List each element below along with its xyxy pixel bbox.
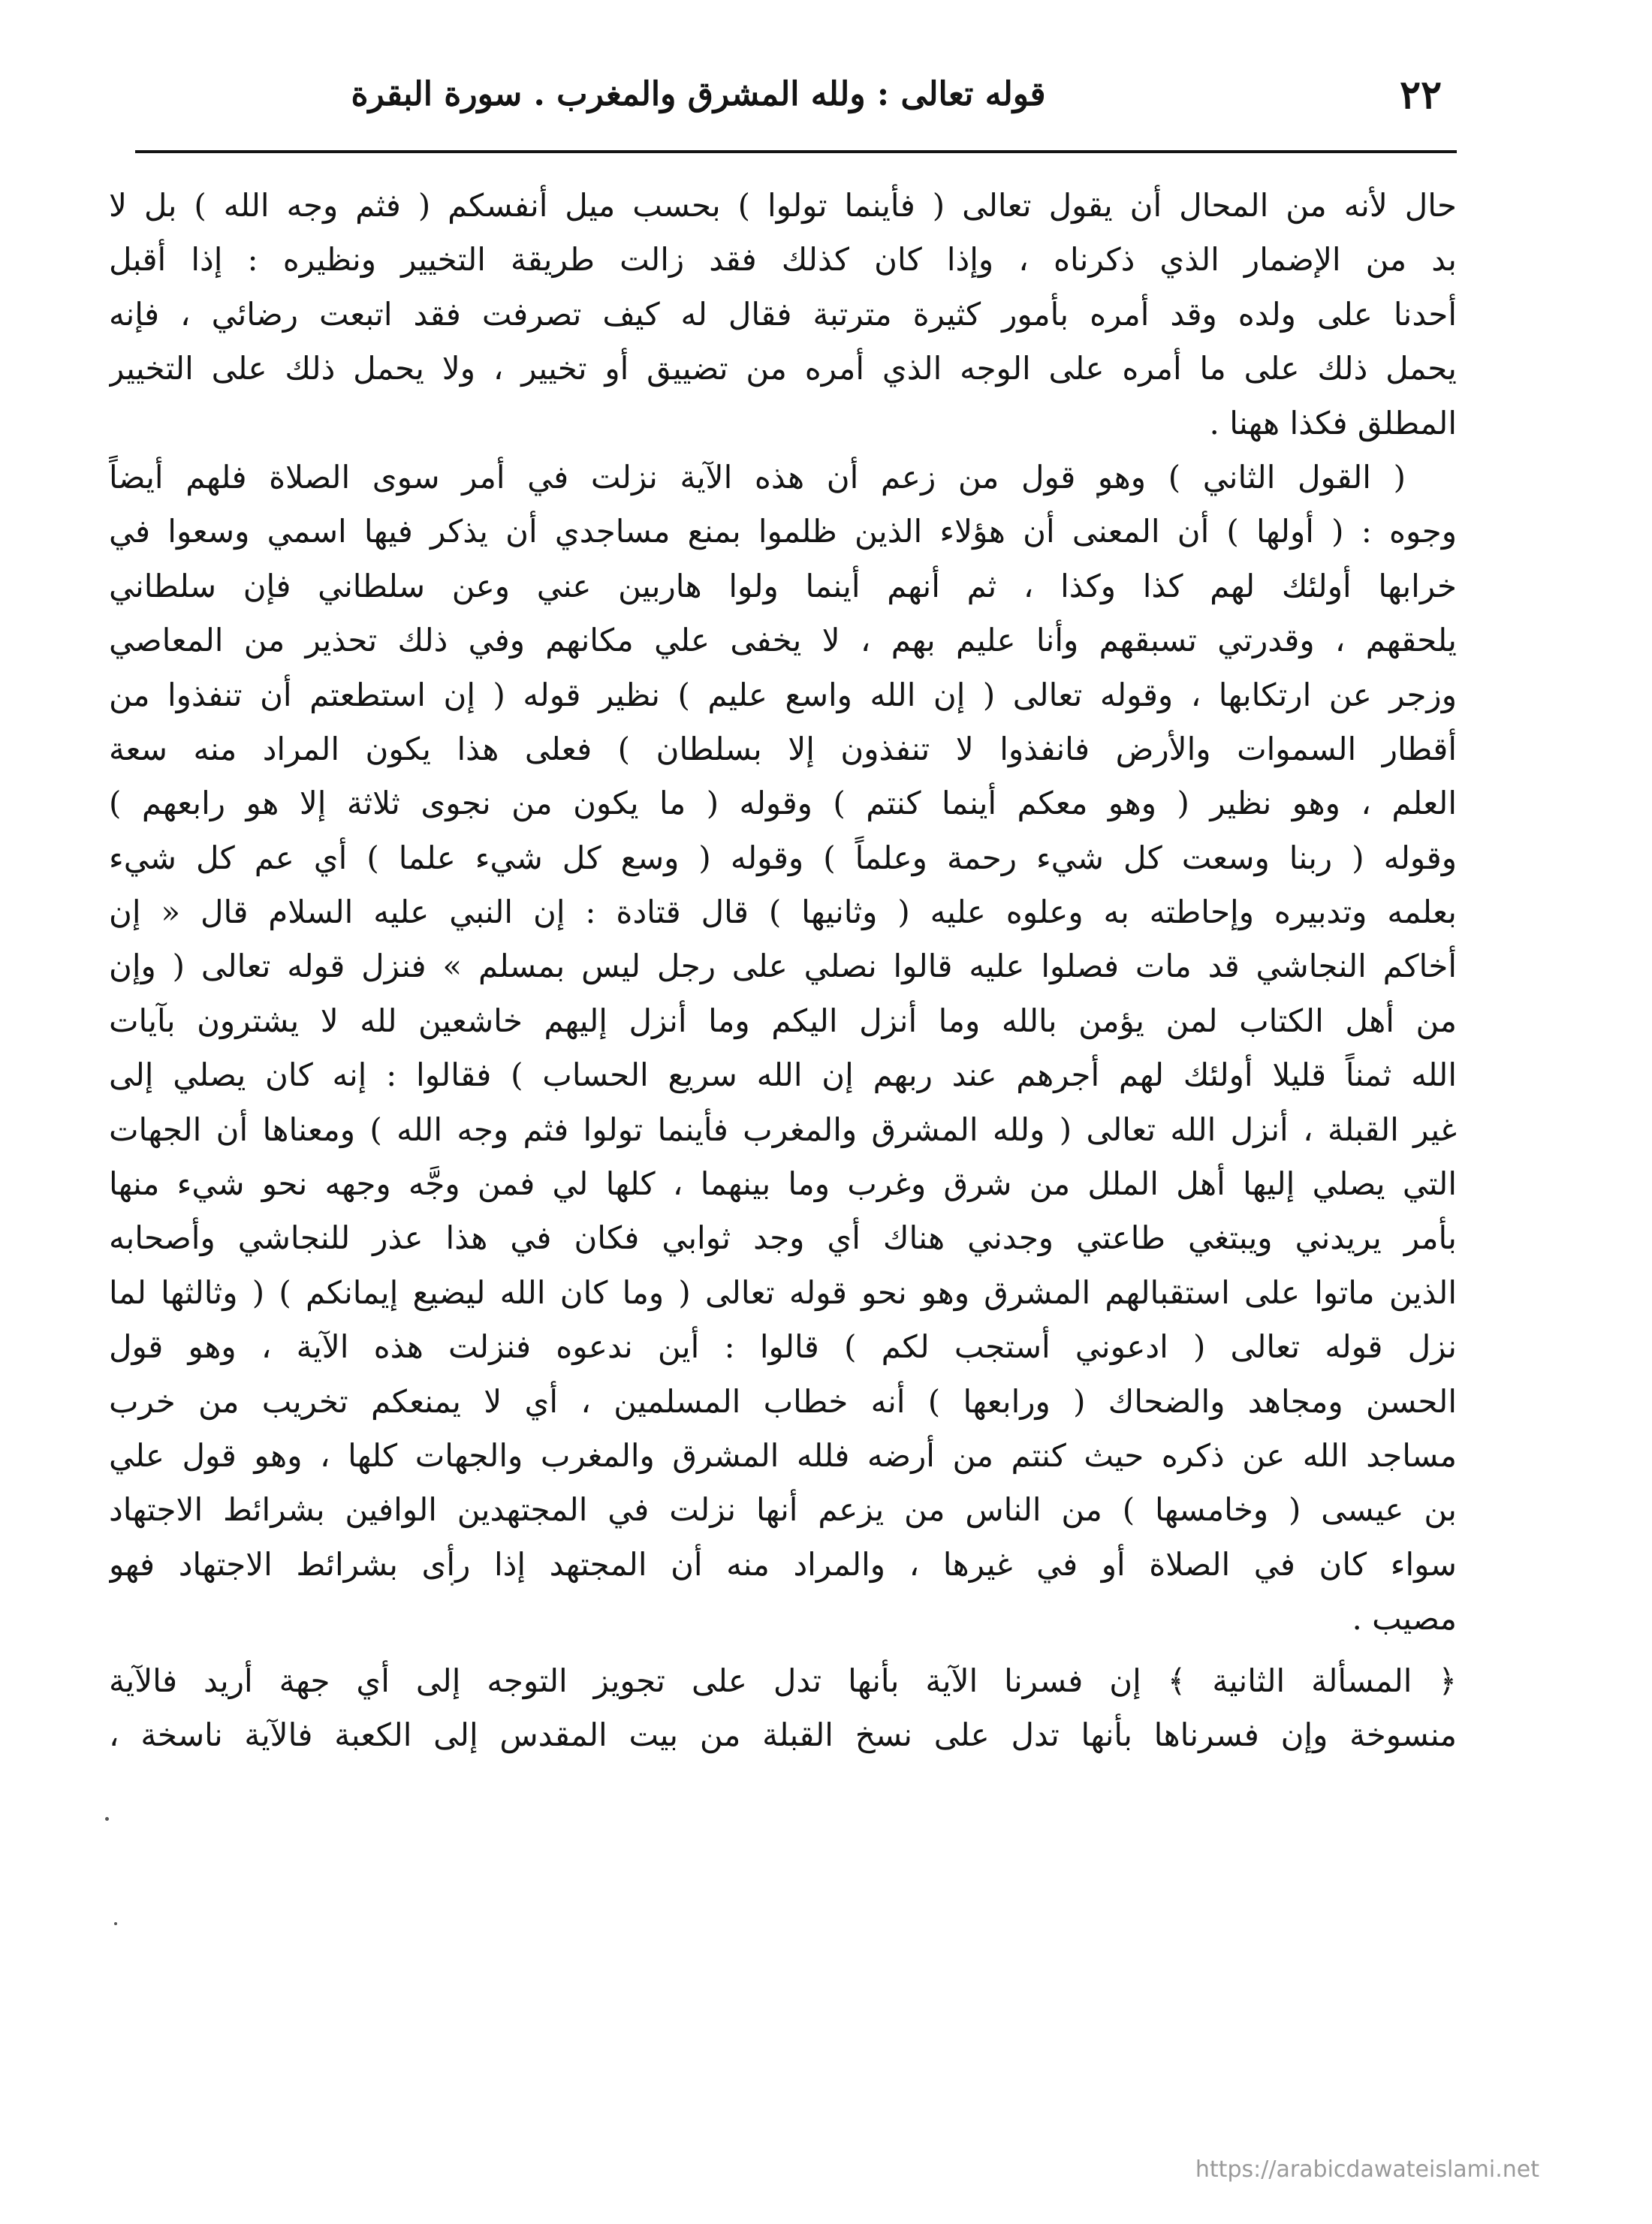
text-line: التي يصلي إليها أهل الملل من شرق وغرب وما بينهما ، كلها لي فمن وجَّه وجهه نحو شيء منها xyxy=(109,1165,1457,1203)
text-line: ( القول الثاني ) وهو قول من زعم أن هذه الآية نزلت في أمر سوى الصلاة فلهم أيضاً xyxy=(109,458,1406,496)
scan-speck xyxy=(105,1817,109,1821)
text-line: الذين ماتوا على استقبالهم المشرق وهو نحو قوله تعالى ( وما كان الله ليضيع إيمانكم ) ( وثالثها لما xyxy=(109,1273,1457,1311)
text-line: بعلمه وتدبيره وإحاطته به وعلوه عليه ( وثانيها ) قال قتادة : إن النبي عليه السلام قال « إن xyxy=(109,894,1457,931)
running-title: قوله تعالى : ولله المشرق والمغرب . سورة البقرة xyxy=(351,75,1046,113)
text-line: وجوه : ( أولها ) أن المعنى أن هؤلاء الذين ظلموا بمنع مساجدي أن يذكر فيها اسمي وسعوا في xyxy=(109,513,1457,550)
text-line: مساجد الله عن ذكره حيث كنتم من أرضه فلله المشرق والمغرب والجهات كلها ، وهو قول علي xyxy=(109,1436,1457,1474)
header-divider xyxy=(135,150,1457,153)
text-line: وقوله ( ربنا وسعت كل شيء رحمة وعلماً ) وقوله ( وسع كل شيء علما ) أي عم كل شيء xyxy=(109,839,1457,876)
text-line: أحدنا على ولده وقد أمره بأمور كثيرة مترتبة فقال له كيف تصرفت فقد اتبعت رضائي ، فإنه xyxy=(109,295,1457,333)
text-line: يحمل ذلك على ما أمره على الوجه الذي أمره من تضييق أو تخيير ، ولا يحمل ذلك على التخيير xyxy=(109,350,1457,387)
text-line: المطلق فكذا ههنا . xyxy=(1209,404,1457,441)
body-text xyxy=(109,179,1457,1762)
text-line: وزجر عن ارتكابها ، وقوله تعالى ( إن الله واسع عليم ) نظير قوله ( إن استطعتم أن تنفذوا من xyxy=(109,676,1457,713)
text-line: نزل قوله تعالى ( ادعوني أستجب لكم ) قالوا : أين ندعوه فنزلت هذه الآية ، وهو قول xyxy=(109,1328,1457,1366)
scan-speck xyxy=(114,1922,117,1925)
text-line: العلم ، وهو نظير ( وهو معكم أينما كنتم ) وقوله ( ما يكون من نجوى ثلاثة إلا هو رابعهم ) xyxy=(109,785,1457,822)
text-line: الحسن ومجاهد والضحاك ( ورابعها ) أنه خطاب المسلمين ، أي لا يمنعكم تخريب من خرب xyxy=(109,1382,1457,1420)
text-line: أقطار السموات والأرض فانفذوا لا تنفذون إلا بسلطان ) فعلى هذا يكون المراد منه سعة xyxy=(109,730,1457,767)
text-line: يلحقهم ، وقدرتي تسبقهم وأنا عليم بهم ، لا يخفى علي مكانهم وفي ذلك تحذير من المعاصي xyxy=(109,622,1457,659)
watermark-url: https://arabicdawateislami.net xyxy=(1195,2156,1539,2183)
text-line: مصيب . xyxy=(1352,1600,1457,1638)
text-line: غير القبلة ، أنزل الله تعالى ( ولله المشرق والمغرب فأينما تولوا فثم وجه الله ) ومعناها أن الجهات xyxy=(109,1110,1457,1148)
scan-speck xyxy=(451,1583,454,1586)
text-line: بأمر يريدني ويبتغي طاعتي وجدني هناك أي وجد ثوابي فكان في هذا عذر للنجاشي وأصحابه xyxy=(109,1219,1457,1257)
page-number: ٢٢ xyxy=(1400,72,1442,118)
text-line: بد من الإضمار الذي ذكرناه ، وإذا كان كذلك فقد زالت طريقة التخيير ونظيره : إذا أقبل xyxy=(109,241,1457,279)
page-header xyxy=(135,69,1457,129)
section-heading-line: ﴿ المسألة الثانية ﴾ إن فسرنا الآية بأنها تدل على تجويز التوجه إلى أي جهة أريد فالآية xyxy=(109,1662,1457,1699)
text-line: خرابها أولئك لهم كذا وكذا ، ثم أنهم أينما ولوا هاربين عني وعن سلطاني فإن سلطاني xyxy=(109,567,1457,604)
text-line: منسوخة وإن فسرناها بأنها تدل على نسخ القبلة من بيت المقدس إلى الكعبة فالآية ناسخة ، xyxy=(109,1716,1457,1753)
text-line: من أهل الكتاب لمن يؤمن بالله وما أنزل اليكم وما أنزل إليهم خاشعين لله لا يشترون بآيات xyxy=(109,1002,1457,1039)
text-line: أخاكم النجاشي قد مات فصلوا عليه قالوا نصلي على رجل ليس بمسلم » فنزل قوله تعالى ( وإن xyxy=(109,948,1457,985)
scan-speck xyxy=(1096,496,1099,499)
text-line: الله ثمناً قليلا أولئك لهم أجرهم عند ربهم إن الله سريع الحساب ) فقالوا : إنه كان يصلي إلى xyxy=(109,1056,1457,1094)
text-line: سواء كان في الصلاة أو في غيرها ، والمراد منه أن المجتهد إذا رأى بشرائط الاجتهاد فهو xyxy=(109,1545,1457,1583)
text-line: بن عيسى ( وخامسها ) من الناس من يزعم أنها نزلت في المجتهدين الوافين بشرائط الاجتهاد xyxy=(109,1491,1457,1529)
text-line: حال لأنه من المحال أن يقول تعالى ( فأينما تولوا ) بحسب ميل أنفسكم ( فثم وجه الله ) بل لا xyxy=(109,187,1457,224)
